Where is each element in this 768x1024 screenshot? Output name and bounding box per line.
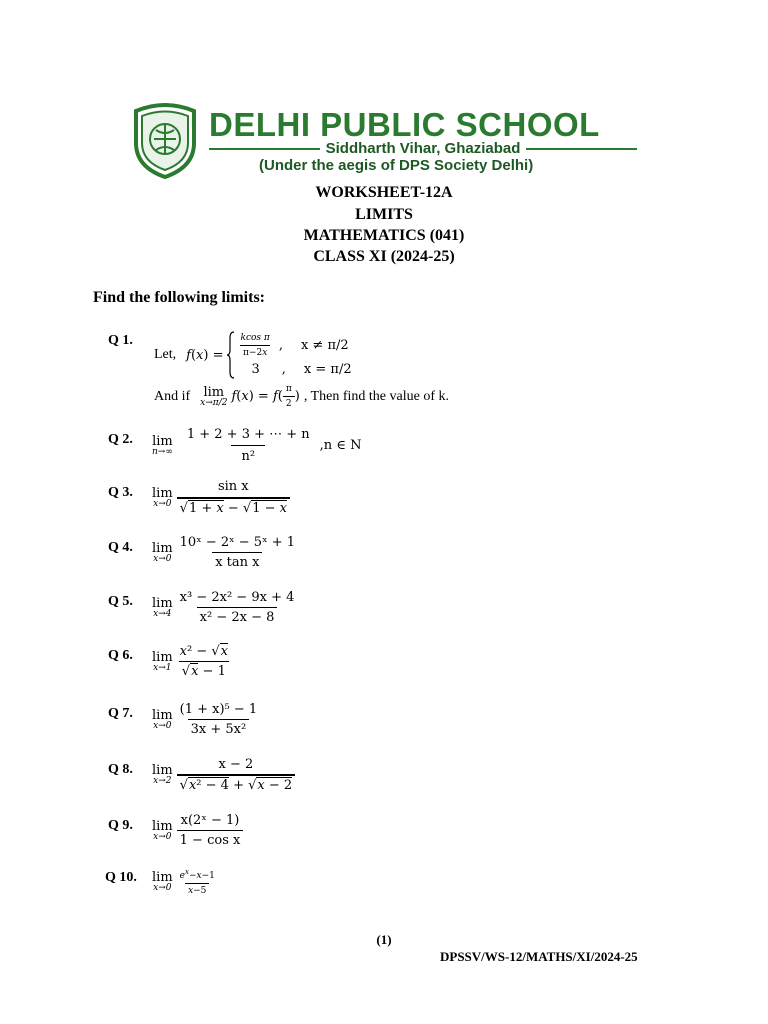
question-7-expression bbox=[152, 702, 260, 737]
q2-denominator: n² bbox=[231, 445, 265, 464]
divider bbox=[209, 148, 320, 150]
instruction-text: Find the following limits: bbox=[93, 289, 266, 306]
q10-numerator: $e^x-x-1$ bbox=[179, 868, 215, 881]
question-1-definition: Let, f(x) = $\frac{\text{kcos π}}{\pi-2x}$ , x ≠ π/2 3 , x = π/2 bbox=[154, 330, 352, 380]
question-label: Q 8. bbox=[108, 762, 133, 777]
question-label: Q 6. bbox=[108, 648, 133, 663]
document-code: DPSSV/WS-12/MATHS/XI/2024-25 bbox=[440, 949, 638, 964]
q6-numerator: x² − √x bbox=[179, 644, 228, 659]
q2-tail: ,n ∈ N bbox=[319, 438, 362, 453]
question-label: Q 7. bbox=[108, 706, 133, 721]
limit-operator bbox=[152, 487, 173, 509]
q1-then-text: , Then find the value of k. bbox=[303, 388, 449, 404]
limit-operator bbox=[152, 820, 173, 842]
q1-case1-condition: x ≠ π/2 bbox=[300, 338, 349, 353]
question-5-expression bbox=[152, 590, 297, 625]
q3-numerator: sin x bbox=[217, 479, 249, 494]
limit-subscript: x→π/2 bbox=[200, 397, 228, 408]
subject-title: MATHEMATICS (041) bbox=[303, 227, 465, 244]
question-label: Q 4. bbox=[108, 540, 133, 555]
q7-denominator: 3x + 5x² bbox=[188, 719, 250, 737]
limit-subscript: x→0 bbox=[153, 883, 172, 893]
limit-operator bbox=[152, 597, 173, 619]
limit-word: lim bbox=[152, 433, 173, 449]
q5-denominator: x² − 2x − 8 bbox=[197, 607, 278, 625]
page-number: (1) bbox=[376, 932, 392, 947]
limit-operator bbox=[152, 651, 173, 673]
limit-subscript: x→4 bbox=[153, 608, 172, 619]
q8-denominator: √x² − 4 + √x − 2 bbox=[177, 774, 296, 793]
q8-numerator: x − 2 bbox=[218, 757, 254, 772]
q9-denominator: 1 − cos x bbox=[177, 830, 244, 848]
worksheet-title: WORKSHEET-12A bbox=[315, 184, 453, 201]
limit-subscript: x→0 bbox=[153, 498, 172, 509]
school-crest-logo bbox=[130, 103, 200, 179]
limit-word: lim bbox=[152, 707, 173, 723]
school-aegis: (Under the aegis of DPS Society Delhi) bbox=[259, 157, 534, 174]
question-label: Q 5. bbox=[108, 594, 133, 609]
limit-operator bbox=[152, 435, 173, 457]
question-2-expression bbox=[152, 427, 361, 464]
limit-word: lim bbox=[152, 649, 173, 665]
q1-case2-value: 3 bbox=[251, 362, 260, 377]
question-9-expression bbox=[152, 813, 243, 848]
limit-word: lim bbox=[152, 595, 173, 611]
q9-numerator: x(2ˣ − 1) bbox=[180, 813, 240, 828]
left-brace-icon bbox=[226, 330, 236, 380]
limit-subscript: x→1 bbox=[153, 662, 172, 673]
limit-operator bbox=[152, 542, 173, 564]
q10-denominator: x−5 bbox=[185, 883, 209, 896]
school-location-text: Siddharth Vihar, Ghaziabad bbox=[325, 140, 521, 157]
limit-word: lim bbox=[152, 763, 173, 778]
q7-numerator: (1 + x)⁵ − 1 bbox=[179, 702, 258, 717]
limit-subscript: x→2 bbox=[153, 776, 172, 786]
limit-word: lim bbox=[152, 540, 173, 556]
class-title: CLASS XI (2024-25) bbox=[313, 248, 455, 265]
question-label: Q 1. bbox=[108, 333, 133, 348]
limit-subscript: x→0 bbox=[153, 720, 172, 731]
limit-operator bbox=[152, 871, 173, 893]
limit-word: lim bbox=[152, 870, 173, 885]
divider bbox=[526, 148, 637, 150]
limit-subscript: n→∞ bbox=[152, 446, 173, 457]
question-label: Q 2. bbox=[108, 432, 133, 447]
q3-denominator: √1 + x − √1 − x bbox=[177, 497, 290, 516]
limit-operator bbox=[152, 709, 173, 731]
question-10-expression bbox=[152, 868, 218, 896]
question-1-condition: And if lim x→π/2 f(x) = f( $\frac{\pi}{2}$ ) , Then find the value of k. bbox=[154, 384, 449, 409]
limit-operator bbox=[200, 386, 227, 408]
q1-intro: Let, bbox=[154, 347, 177, 362]
question-6-expression bbox=[152, 644, 231, 679]
q4-denominator: x tan x bbox=[212, 552, 262, 570]
question-label: Q 3. bbox=[108, 485, 133, 500]
limit-word: lim bbox=[203, 384, 225, 400]
limit-operator bbox=[152, 764, 173, 786]
question-3-expression bbox=[152, 479, 290, 516]
q1-and-if: And if bbox=[154, 388, 191, 404]
question-label: Q 10. bbox=[105, 870, 137, 885]
q4-numerator: 10ˣ − 2ˣ − 5ˣ + 1 bbox=[179, 535, 296, 550]
school-location bbox=[209, 140, 637, 157]
limit-word: lim bbox=[152, 818, 173, 834]
school-name: DELHI PUBLIC SCHOOL bbox=[209, 106, 600, 143]
q5-numerator: x³ − 2x² − 9x + 4 bbox=[179, 590, 295, 605]
q2-numerator: 1 + 2 + 3 + ⋯ + n bbox=[186, 427, 310, 442]
limit-subscript: x→0 bbox=[153, 831, 172, 842]
question-8-expression bbox=[152, 757, 295, 793]
topic-title: LIMITS bbox=[355, 206, 413, 223]
limit-word: lim bbox=[152, 485, 173, 501]
question-4-expression bbox=[152, 535, 298, 570]
q1-case2-condition: x = π/2 bbox=[303, 362, 352, 377]
limit-subscript: x→0 bbox=[153, 553, 172, 564]
q6-denominator: √x − 1 bbox=[179, 661, 229, 679]
question-label: Q 9. bbox=[108, 818, 133, 833]
